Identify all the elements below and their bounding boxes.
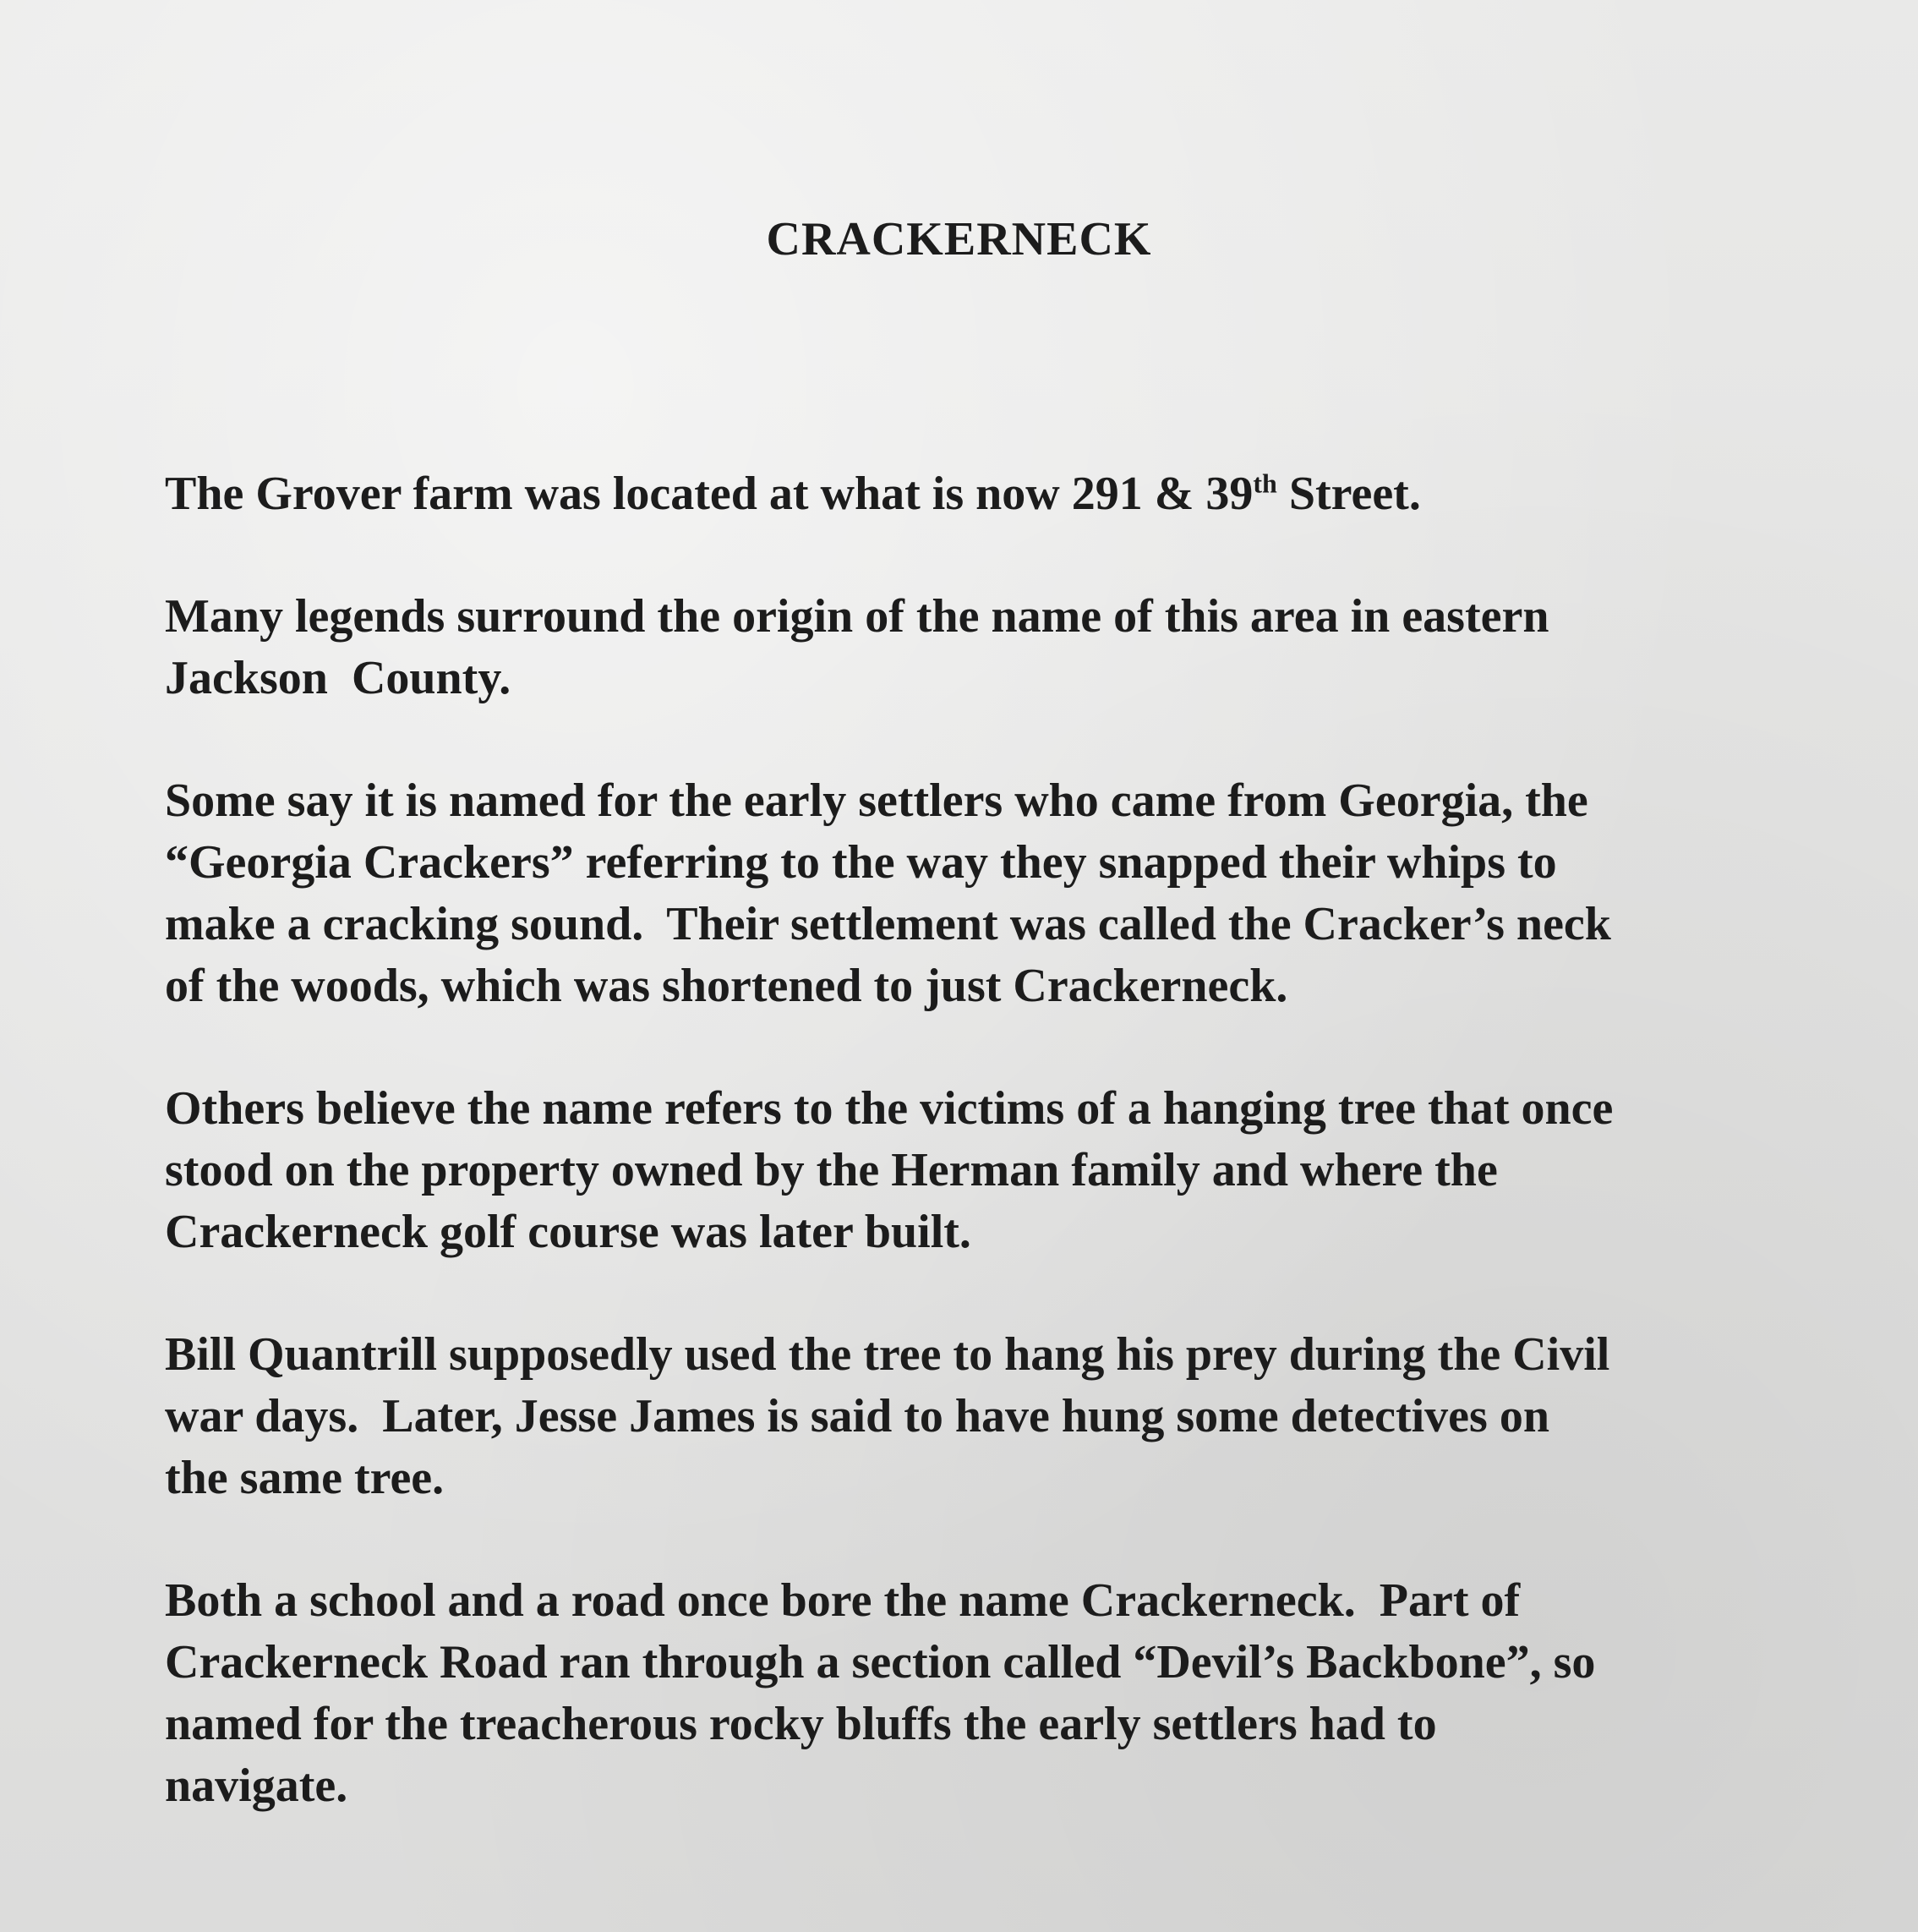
text-line: war days. Later, Jesse James is said to have hung some detectives on <box>165 1390 1549 1442</box>
paragraph-georgia-crackers <box>165 770 1822 1017</box>
text-line: The Grover farm was located at what is now 291 & 39 <box>165 468 1254 520</box>
superscript-suffix: th <box>1253 468 1277 499</box>
text-line: stood on the property owned by the Herman family and where the <box>165 1144 1498 1196</box>
text-line: Others believe the name refers to the victims of a hanging tree that once <box>165 1082 1614 1135</box>
paragraph-hanging-tree <box>165 1078 1822 1263</box>
paragraph-school-road <box>165 1570 1822 1817</box>
text-line: named for the treacherous rocky bluffs the early settlers had to <box>165 1698 1437 1750</box>
text-line: Crackerneck golf course was later built. <box>165 1206 971 1258</box>
text-line: make a cracking sound. Their settlement was called the Cracker’s neck <box>165 898 1611 950</box>
paragraph-quantrill <box>165 1324 1822 1509</box>
text-line: Jackson County. <box>165 652 511 704</box>
text-line: the same tree. <box>165 1452 445 1504</box>
text-line: Bill Quantrill supposedly used the tree to hang his prey during the Civil <box>165 1328 1610 1381</box>
text-line: navigate. <box>165 1760 348 1812</box>
page-title: CRACKERNECK <box>766 213 1152 265</box>
text-line: Some say it is named for the early settlers who came from Georgia, the <box>165 774 1588 827</box>
paragraph-legends <box>165 586 1822 709</box>
paragraph-grover-farm <box>165 463 1822 525</box>
text-line: Street. <box>1276 468 1421 520</box>
text-line: Many legends surround the origin of the name of this area in eastern <box>165 590 1549 643</box>
text-line: Both a school and a road once bore the name Crackerneck. Part of <box>165 1574 1521 1627</box>
text-line: of the woods, which was shortened to just Crackerneck. <box>165 960 1288 1012</box>
text-line: Crackerneck Road ran through a section called “Devil’s Backbone”, so <box>165 1636 1596 1688</box>
text-line: “Georgia Crackers” referring to the way they snapped their whips to <box>165 836 1557 889</box>
document-body <box>165 463 1822 1878</box>
